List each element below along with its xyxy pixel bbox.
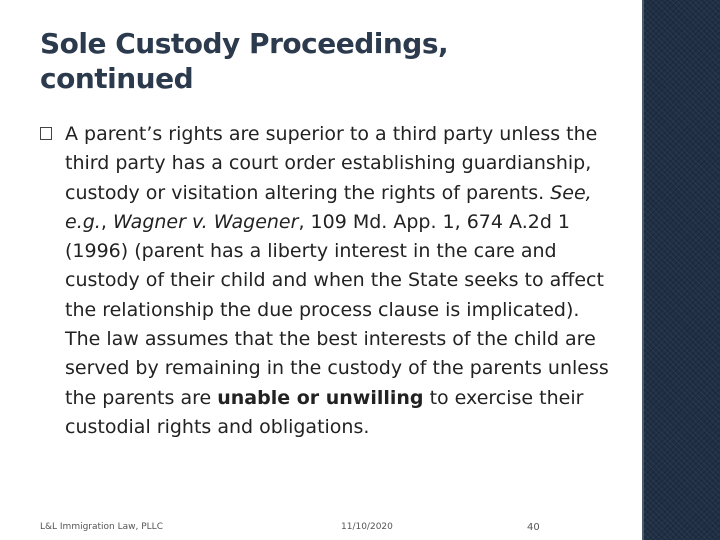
footer-date: 11/10/2020 <box>341 522 393 532</box>
text-segment-3: , 109 Md. App. 1, 674 A.2d 1 (1996) (parent has a liberty interest in the care and custody of their child and when the State seeks to affect the relationship the due process clause is implicated). The law assumes that the best interests of the child are served by remaining in the custody of the parents unless the parents are <box>65 210 609 409</box>
bullet-paragraph <box>65 120 615 442</box>
body-text <box>40 120 615 442</box>
page-number: 40 <box>527 522 540 533</box>
bullet-item <box>40 120 615 442</box>
text-segment-4: to exercise their custodial rights and obligations. <box>65 386 584 438</box>
emphasis-text: unable or unwilling <box>217 386 424 409</box>
decorative-side-band <box>642 0 720 540</box>
citation-signal: See, e.g. <box>65 181 592 233</box>
text-segment-2: , <box>100 210 113 233</box>
slide-title <box>40 26 630 96</box>
title-line-1: Sole Custody Proceedings, <box>40 27 449 60</box>
case-name: Wagner v. Wagener <box>112 210 299 233</box>
square-bullet-icon <box>40 127 52 140</box>
footer-firm: L&L Immigration Law, PLLC <box>40 522 163 532</box>
title-line-2: continued <box>40 62 194 95</box>
text-segment-1: A parent’s rights are superior to a third party unless the third party has a court order establishing guardianship, custody or visitation altering the rights of parents. <box>65 123 598 204</box>
